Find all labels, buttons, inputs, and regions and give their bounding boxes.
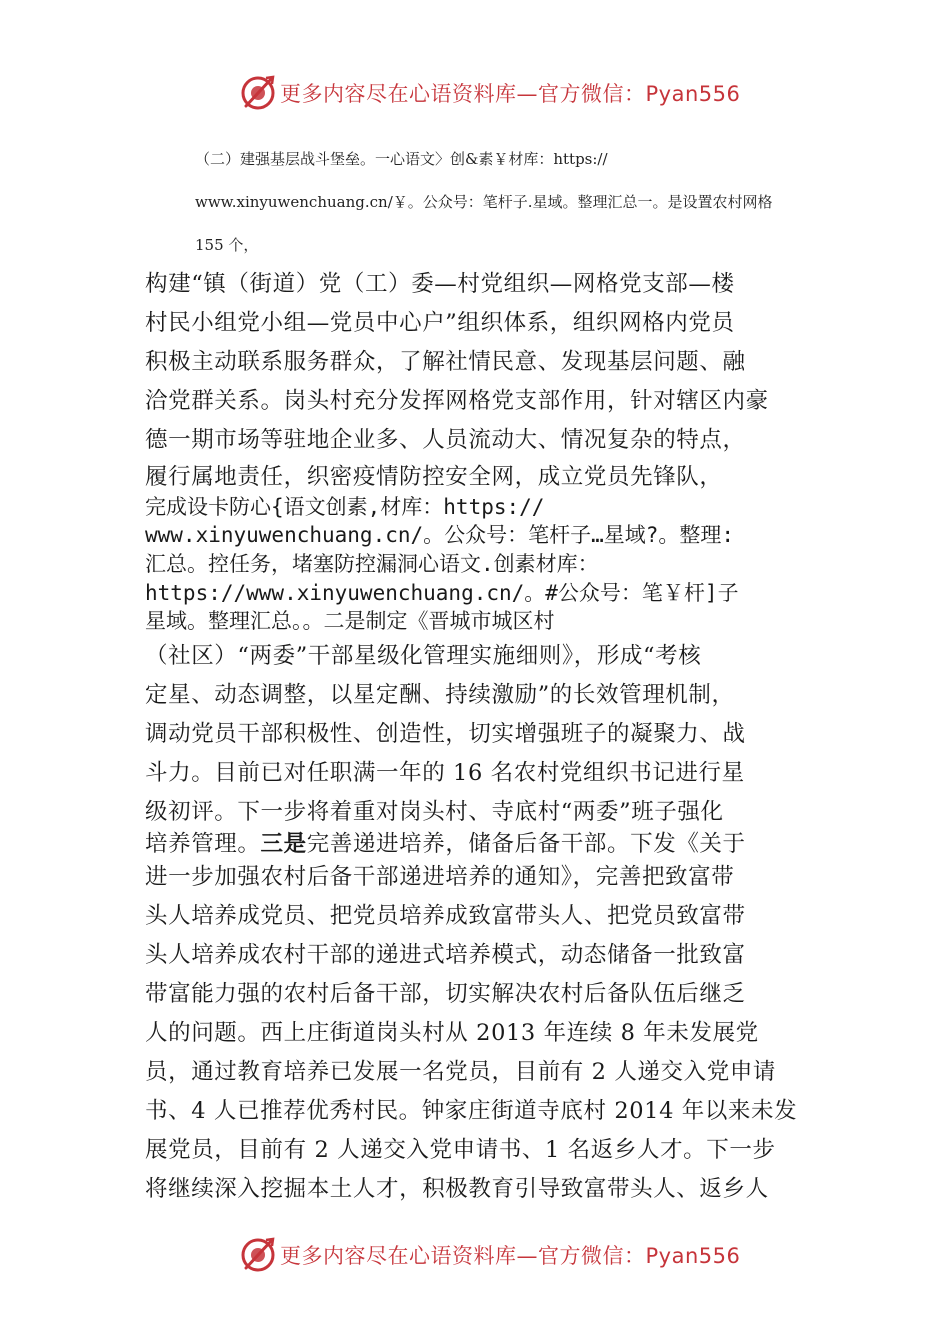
footer-banner [0,1232,950,1276]
body-line-18: 进一步加强农村后备干部递进培养的通知》，完善把致富带 [145,864,735,890]
body-line-6: 履行属地责任，织密疫情防控安全网，成立党员先锋队， [145,464,723,490]
body-line-1: 构建“镇（街道）党（工）委—村党组织—网格党支部—楼 [145,271,735,297]
body-line-19: 头人培养成党员、把党员培养成致富带头人、把党员致富带 [145,903,746,929]
body-line-13: 定星、动态调整，以星定酬、持续激励”的长效管理机制， [145,682,735,708]
intro-line-1: （二）建强基层战斗堡垒。一心语文〉创&素￥材库：https:// [195,150,608,168]
body-line-24: 书、4 人已推荐优秀村民。钟家庄街道寺底村 2014 年以来未发 [145,1098,798,1124]
body-line-11: 星域。整理汇总。。二是制定《晋城市城区村 [145,609,555,633]
body-line-7: 完成设卡防心{语文创素,材库：https:// [145,495,545,519]
body-line-3: 积极主动联系服务群众，了解社情民意、发现基层问题、融 [145,349,746,375]
body-line-17-a: 培养管理。 [145,831,261,857]
logo-icon [238,72,278,112]
body-line-21: 带富能力强的农村后备干部，切实解决农村后备队伍后继乏 [145,981,746,1007]
intro-line-2: www.xinyuwenchuang.cn/￥。公众号：笔杆子.星域。整理汇总一。是设置农村网格 [195,193,773,211]
body-line-2: 村民小组党小组—党员中心户”组织体系，组织网格内党员 [145,310,735,336]
body-line-16: 级初评。下一步将着重对岗头村、寺底村“两委”班子强化 [145,799,724,825]
body-line-17-c: 完善递进培养，储备后备干部。下发《关于 [306,831,746,857]
body-line-12: （社区）“两委”干部星级化管理实施细则》，形成“考核 [145,643,702,669]
body-line-4: 洽党群关系。岗头村充分发挥网格党支部作用，针对辖区内豪 [145,388,769,414]
body-line-17 [145,826,746,858]
body-line-17-bold: 三是 [260,831,307,857]
body-line-8: www.xinyuwenchuang.cn/。公众号：笔杆子…星域?。整理: [145,523,735,547]
body-line-9: 汇总。控任务，堵塞防控漏洞心语文.创素材库： [145,552,599,576]
body-line-14: 调动党员干部积极性、创造性，切实增强班子的凝聚力、战 [145,721,746,747]
body-line-25: 展党员，目前有 2 人递交入党申请书、1 名返乡人才。下一步 [145,1137,776,1163]
body-line-10: https://www.xinyuwenchuang.cn/。#公众号：笔￥杆]子 [145,581,739,605]
body-line-23: 员，通过教育培养已发展一名党员，目前有 2 人递交入党申请 [145,1059,777,1085]
intro-line-3: 155 个， [195,236,259,254]
footer-banner-text: 更多内容尽在心语资料库—官方微信：Pyan556 [280,1244,741,1268]
body-line-15: 斗力。目前已对任职满一年的 16 名农村党组织书记进行星 [145,760,745,786]
header-banner [0,70,950,114]
body-line-22: 人的问题。西上庄街道岗头村从 2013 年连续 8 年未发展党 [145,1020,759,1046]
body-line-5: 德一期市场等驻地企业多、人员流动大、情况复杂的特点， [145,427,746,453]
header-banner-text: 更多内容尽在心语资料库—官方微信：Pyan556 [280,82,741,106]
body-line-20: 头人培养成农村干部的递进式培养模式，动态储备一批致富 [145,942,746,968]
logo-icon [238,1234,278,1274]
body-line-26: 将继续深入挖掘本土人才，积极教育引导致富带头人、返乡人 [145,1176,769,1202]
